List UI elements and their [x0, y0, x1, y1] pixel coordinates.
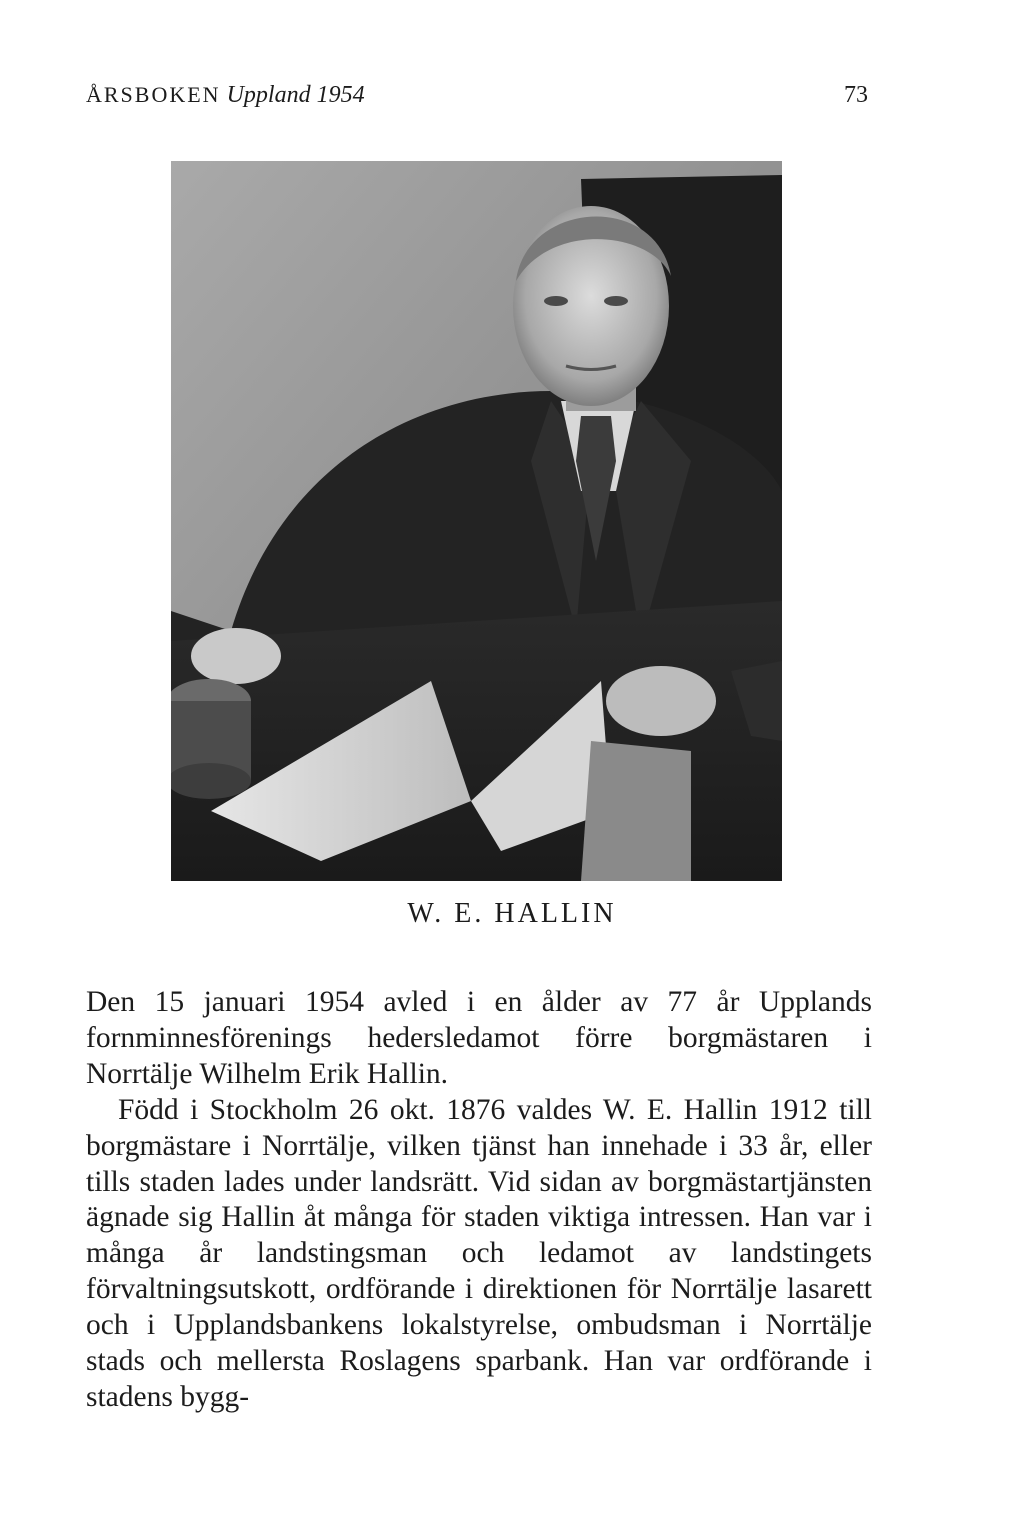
portrait-photograph-icon	[171, 161, 782, 881]
portrait-photo	[171, 161, 782, 881]
journal-name: ÅRSBOKEN	[86, 82, 221, 107]
running-title	[86, 82, 365, 109]
paragraph-2: Född i Stockholm 26 okt. 1876 valdes W. E. Hallin 1912 till borgmästare i Norrtälje, vilken tjänst han innehade i 33 år, eller tills staden lades under landsrätt. Vid sidan av borgmästartjänsten ägnade sig Hallin åt många för staden viktiga intressen. Han var i många år landstingsman och ledamot av landstingets förvaltningsutskott, ordförande i direktionen för Norrtälje lasarett och i Upplandsbankens lokalstyrelse, ombudsman i Norrtälje stads och mellersta Roslagens sparbank. Han var ordförande i stadens bygg-	[86, 1093, 872, 1413]
photo-caption: W. E. HALLIN	[407, 898, 617, 929]
page-number: 73	[844, 82, 868, 108]
article-body	[86, 985, 872, 1416]
paragraph-1: Den 15 januari 1954 avled i en ålder av 77 år Upplands fornminnesförenings hedersledamot förre borgmästaren i Norrtälje Wilhelm Erik Hallin.	[86, 986, 872, 1090]
journal-issue: Uppland 1954	[226, 82, 365, 108]
running-head	[86, 82, 872, 112]
